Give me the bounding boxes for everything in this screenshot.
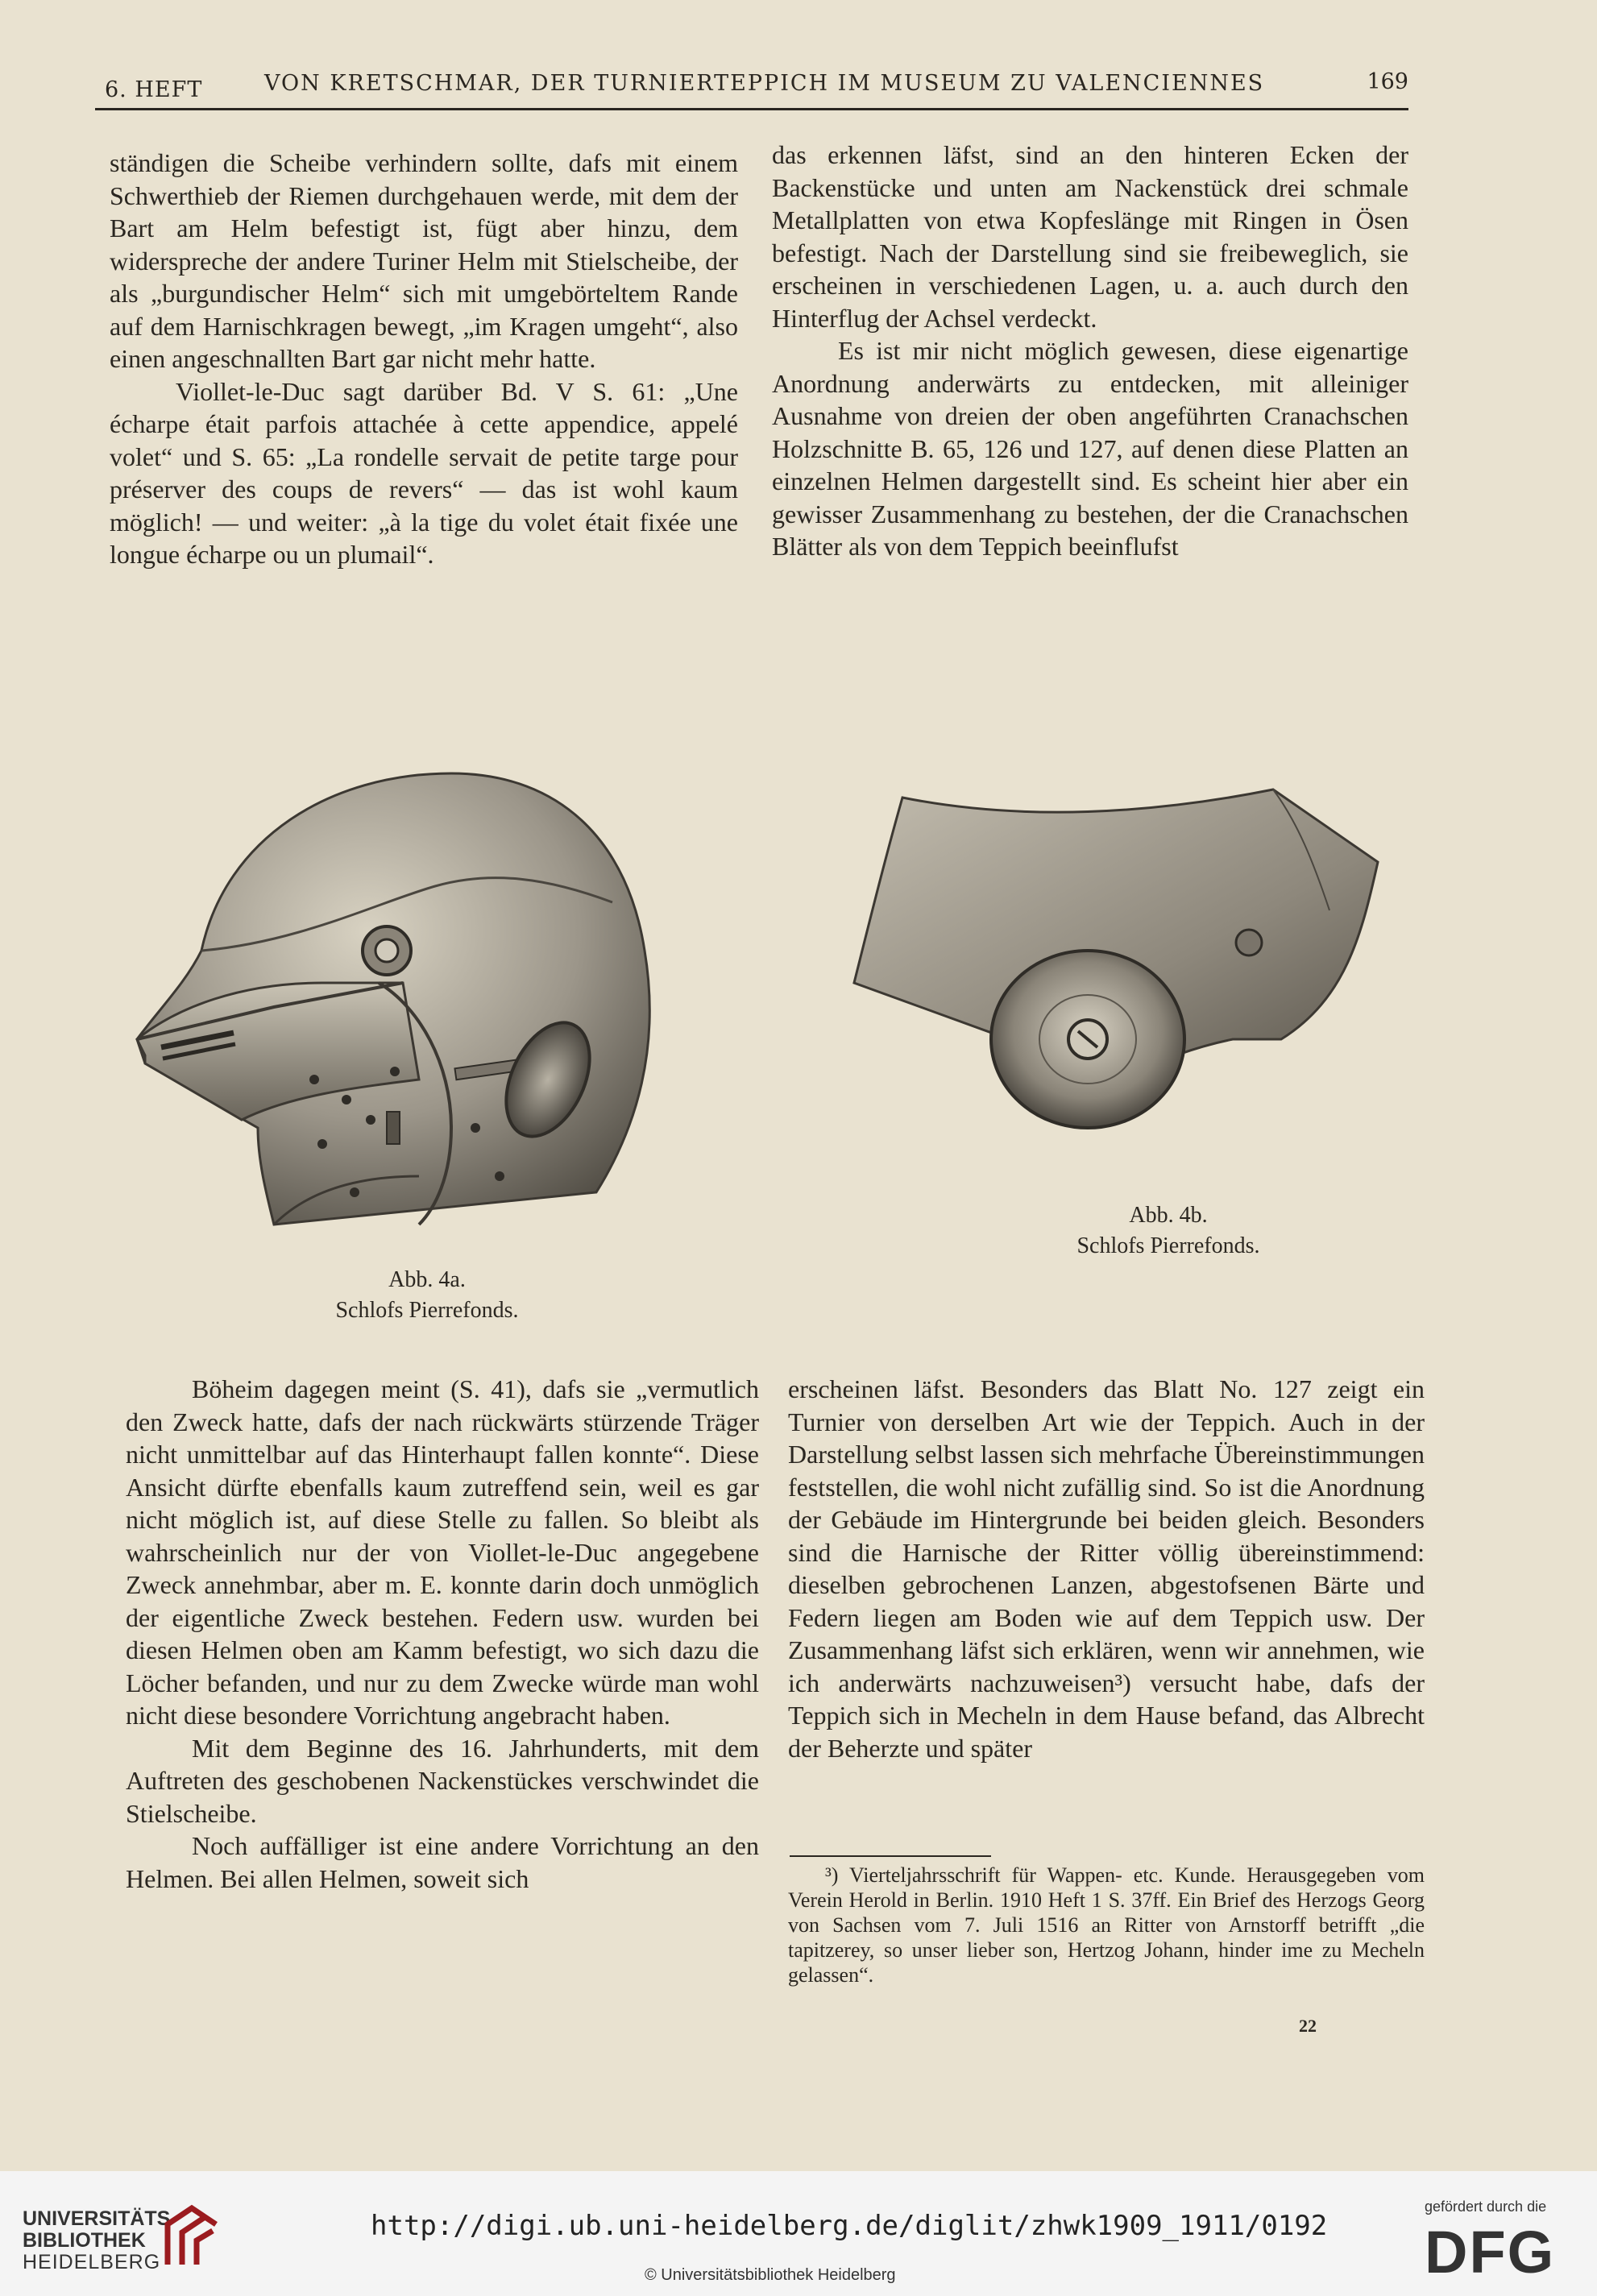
footer-bar [0,2171,1597,2296]
figure-caption-4b [943,1200,1394,1262]
issue-label: 6. HEFT [105,77,203,102]
permalink-url[interactable]: http://digi.ub.uni-heidelberg.de/diglit/zhwk1909_1911/0192 [371,2210,1328,2242]
figure-label: Abb. 4a. [388,1267,466,1292]
paragraph: ständigen die Scheibe verhindern sollte, dafs mit einem Schwerthieb der Riemen durchgehauen werde, mit dem der Bart am Helm befestigt ist, fügt aber hinzu, dem widerspreche der andere Turiner Helm mit Stielscheibe, der als „burgundischer Helm“ sich mit umgebörteltem Rande auf dem Harnischkragen bewegt, „im Kragen umgeht“, also einen angeschnallten Bart gar nicht mehr hatte. [110,148,738,373]
funding-note: gefördert durch die [1425,2199,1547,2215]
paragraph: Noch auffälliger ist eine andere Vorrichtung an den Helmen. Bei allen Helmen, soweit sich [126,1831,759,1893]
library-name-line: BIBLIOTHEK [23,2229,146,2252]
figure-helmet [113,741,741,1337]
figure-caption-text: Schlofs Pierrefonds. [335,1298,519,1323]
column-top-right [772,139,1408,563]
paragraph: Böheim dagegen meint (S. 41), dafs sie „vermutlich den Zweck hatte, dafs der nach rückwärts stürzende Träger nicht unmittelbar auf das Hinterhaupt fallen konnte“. Diese Ansicht dürfte ebenfalls kaum zutreffend sein, weil es gar nicht möglich ist, auf diese Stelle zu fallen. So bleibt als wahrscheinlich nur der von Viollet-le-Duc angegebene Zweck annehmbar, aber m. E. konnte darin doch unmöglich der eigentliche Zweck bestehen. Federn usw. wurden bei diesen Helmen oben am Kamm befestigt, wo sich dazu die Löcher befanden, und nur zu dem Zwecke würde man wohl nicht diese besondere Vorrichtung angebracht haben. [126,1374,759,1730]
footnote [788,1863,1425,1987]
column-bottom-left [126,1373,759,1895]
figure-label: Abb. 4b. [1129,1203,1208,1228]
neck-plate-illustration [846,773,1442,1192]
footnote-rule [790,1855,991,1857]
header-rule [95,108,1408,110]
paragraph: erscheinen läfst. Besonders das Blatt No. 127 zeigt ein Turnier von derselben Art wie der Teppich. Auch in der Darstellung selbst lassen sich mehrfache Übereinstimmungen feststellen, die wohl nicht zufällig sind. So ist die Anordnung der Gebäude im Hintergrunde bei beiden gleich. Besonders sind die Harnische der Ritter völlig übereinstimmend: dieselben gebrochenen Lanzen, abgestofsenen Bärte und Federn liegen am Boden wie auf dem Teppich usw. Der Zusammenhang läfst sich erklären, wenn wir annehmen, wie ich anderwärts nachzuweisen³) versucht habe, dafs der Teppich sich in Mecheln in dem Hause befand, das Albrecht der Beherzte und später [788,1374,1425,1763]
dfg-logo: DFG [1425,2219,1556,2286]
paragraph: das erkennen läfst, sind an den hinteren Ecken der Backenstücke und unten am Nackenstück drei schmale Metallplatten von etwa Kopfeslänge mit Ringen in Ösen befestigt. Nach der Darstellung sind sie freibeweglich, sie erscheinen in verschiedenen Lagen, u. a. auch durch den Hinterflug der Achsel verdeckt. [772,140,1408,333]
page-number: 169 [1367,69,1408,94]
footnote-text: ³) Vierteljahrsschrift für Wappen- etc. Kunde. Herausgegeben vom Verein Herold in Berlin. 1910 Heft 1 S. 37ff. Ein Brief des Herzogs Georg von Sachsen vom 7. Juli 1516 an Ritter von Arnstorff betrifft „die tapitzerey, so unser lieber son, Hertzog Johann, hinder ime zu Mecheln gelassen“. [788,1863,1425,1987]
paragraph: Es ist mir nicht möglich gewesen, diese eigenartige Anordnung anderwärts zu entdecken, mit alleiniger Ausnahme von dreien der oben angeführten Cranachschen Holzschnitte B. 65, 126 und 127, auf denen diese Platten an einzelnen Helmen dargestellt sind. Es scheint hier aber ein gewisser Zusammenhang zu bestehen, der die Cranachschen Blätter als von dem Teppich beeinflufst [772,336,1408,561]
figure-neck-plate [846,773,1442,1249]
running-head [95,68,1408,108]
figure-caption-text: Schlofs Pierrefonds. [1076,1233,1260,1258]
figure-caption-4a [193,1265,661,1326]
library-logo-icon [160,2200,224,2273]
helmet-illustration [113,741,741,1257]
copyright-notice: © Universitätsbibliothek Heidelberg [645,2266,896,2284]
paragraph: Mit dem Beginne des 16. Jahrhunderts, mit dem Auftreten des geschobenen Nackenstückes verschwindet die Stielscheibe. [126,1733,759,1828]
running-title: VON KRETSCHMAR, DER TURNIERTEPPICH IM MUSEUM ZU VALENCIENNES [264,71,1265,96]
column-bottom-right [788,1373,1425,1764]
paragraph: Viollet-le-Duc sagt darüber Bd. V S. 61: „Une écharpe était parfois attachée à cette appendice, appelé volet“ und S. 65: „La rondelle servait de petite targe pour préserver des coups de revers“ — das ist wohl kaum möglich! — und weiter: „à la tige du volet était fixée une longue écharpe ou un plumail“. [110,376,738,569]
signature-mark: 22 [1299,2016,1317,2036]
library-name-line: HEIDELBERG [23,2251,161,2273]
library-name [23,2208,177,2273]
column-top-left [110,147,738,571]
library-name-line: UNIVERSITÄTS- [23,2207,177,2230]
